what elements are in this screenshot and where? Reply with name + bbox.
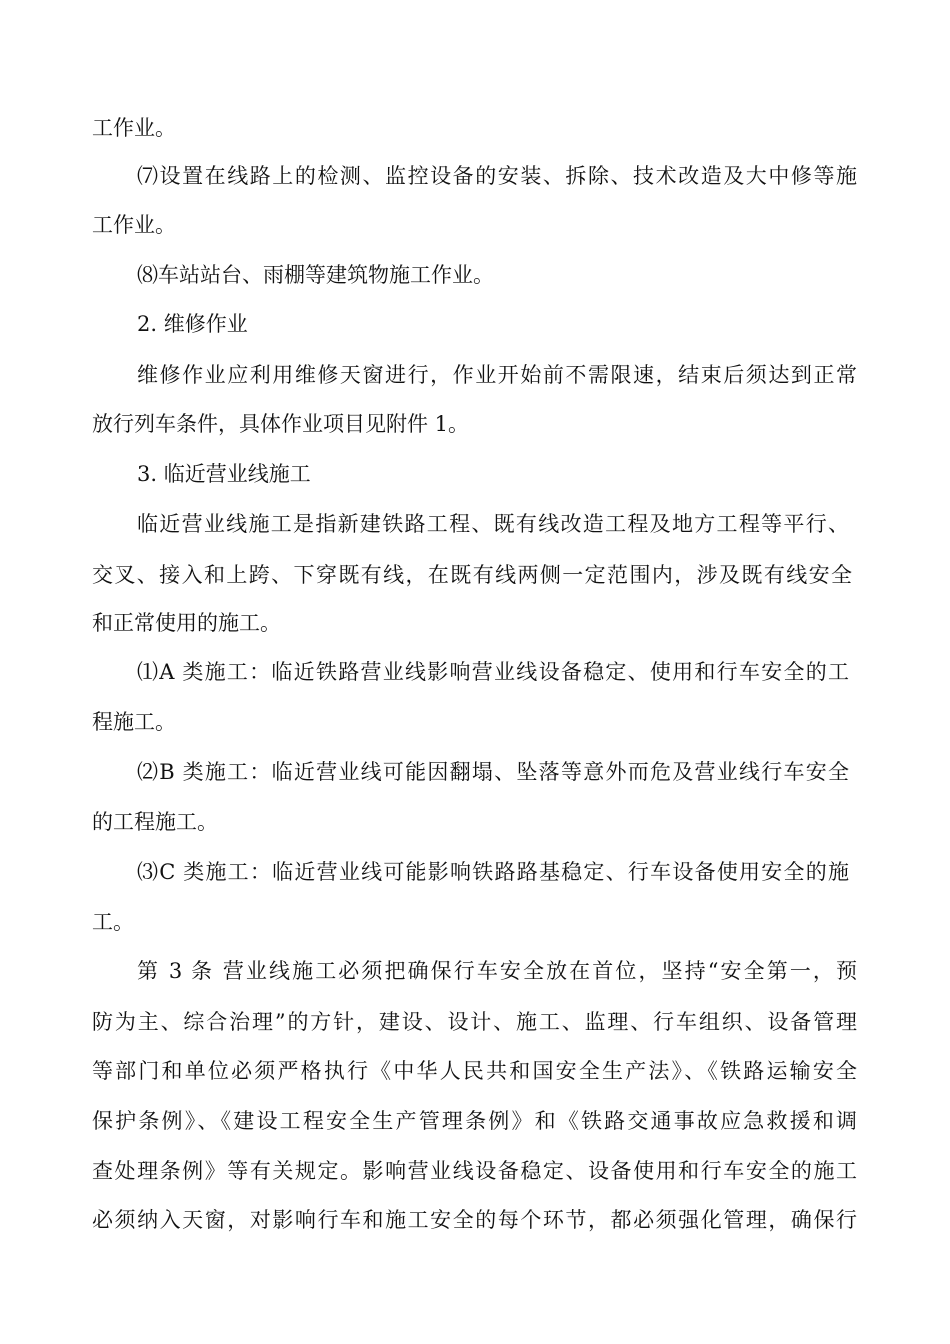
text-line-20: 等部门和单位必须严格执行《中华人民共和国安全生产法》、《铁路运输安全 [92, 1059, 857, 1083]
text-line-15: 的工程施工。 [92, 810, 218, 834]
section-heading-3: 3. 临近营业线施工 [137, 462, 311, 486]
article-3-line-1: 第 3 条 营业线施工必须把确保行车安全放在首位，坚持“安全第一，预 [137, 959, 857, 983]
text-line-6: 维修作业应利用维修天窗进行，作业开始前不需限速，结束后须达到正常 [137, 363, 857, 387]
text-line-4: ⑻车站站台、雨棚等建筑物施工作业。 [137, 263, 494, 287]
text-line-23: 必须纳入天窗，对影响行车和施工安全的每个环节，都必须强化管理，确保行 [92, 1208, 857, 1232]
text-line-3: 工作业。 [92, 213, 176, 237]
text-line-10: 交叉、接入和上跨、下穿既有线，在既有线两侧一定范围内，涉及既有线安全 [92, 563, 852, 587]
text-line-21: 保护条例》、《建设工程安全生产管理条例》和《铁路交通事故应急救援和调 [92, 1109, 857, 1133]
text-line-17: 工。 [92, 910, 134, 934]
section-heading-2: 2. 维修作业 [137, 312, 248, 336]
text-line-14: ⑵B 类施工：临近营业线可能因翻塌、坠落等意外而危及营业线行车安全 [137, 760, 849, 784]
text-line-13: 程施工。 [92, 710, 176, 734]
text-line-11: 和正常使用的施工。 [92, 611, 281, 635]
text-line-19: 防为主、综合治理”的方针，建设、设计、施工、监理、行车组织、设备管理 [92, 1010, 857, 1034]
text-line-1: 工作业。 [92, 116, 176, 140]
text-line-9: 临近营业线施工是指新建铁路工程、既有线改造工程及地方工程等平行、 [137, 512, 849, 536]
text-line-7: 放行列车条件，具体作业项目见附件 1。 [92, 412, 470, 436]
text-line-12: ⑴A 类施工：临近铁路营业线影响营业线设备稳定、使用和行车安全的工 [137, 660, 849, 684]
text-line-22: 查处理条例》等有关规定。影响营业线设备稳定、设备使用和行车安全的施工 [92, 1159, 857, 1183]
text-line-2: ⑺设置在线路上的检测、监控设备的安装、拆除、技术改造及大中修等施 [137, 164, 857, 188]
text-line-16: ⑶C 类施工：临近营业线可能影响铁路路基稳定、行车设备使用安全的施 [137, 860, 849, 884]
